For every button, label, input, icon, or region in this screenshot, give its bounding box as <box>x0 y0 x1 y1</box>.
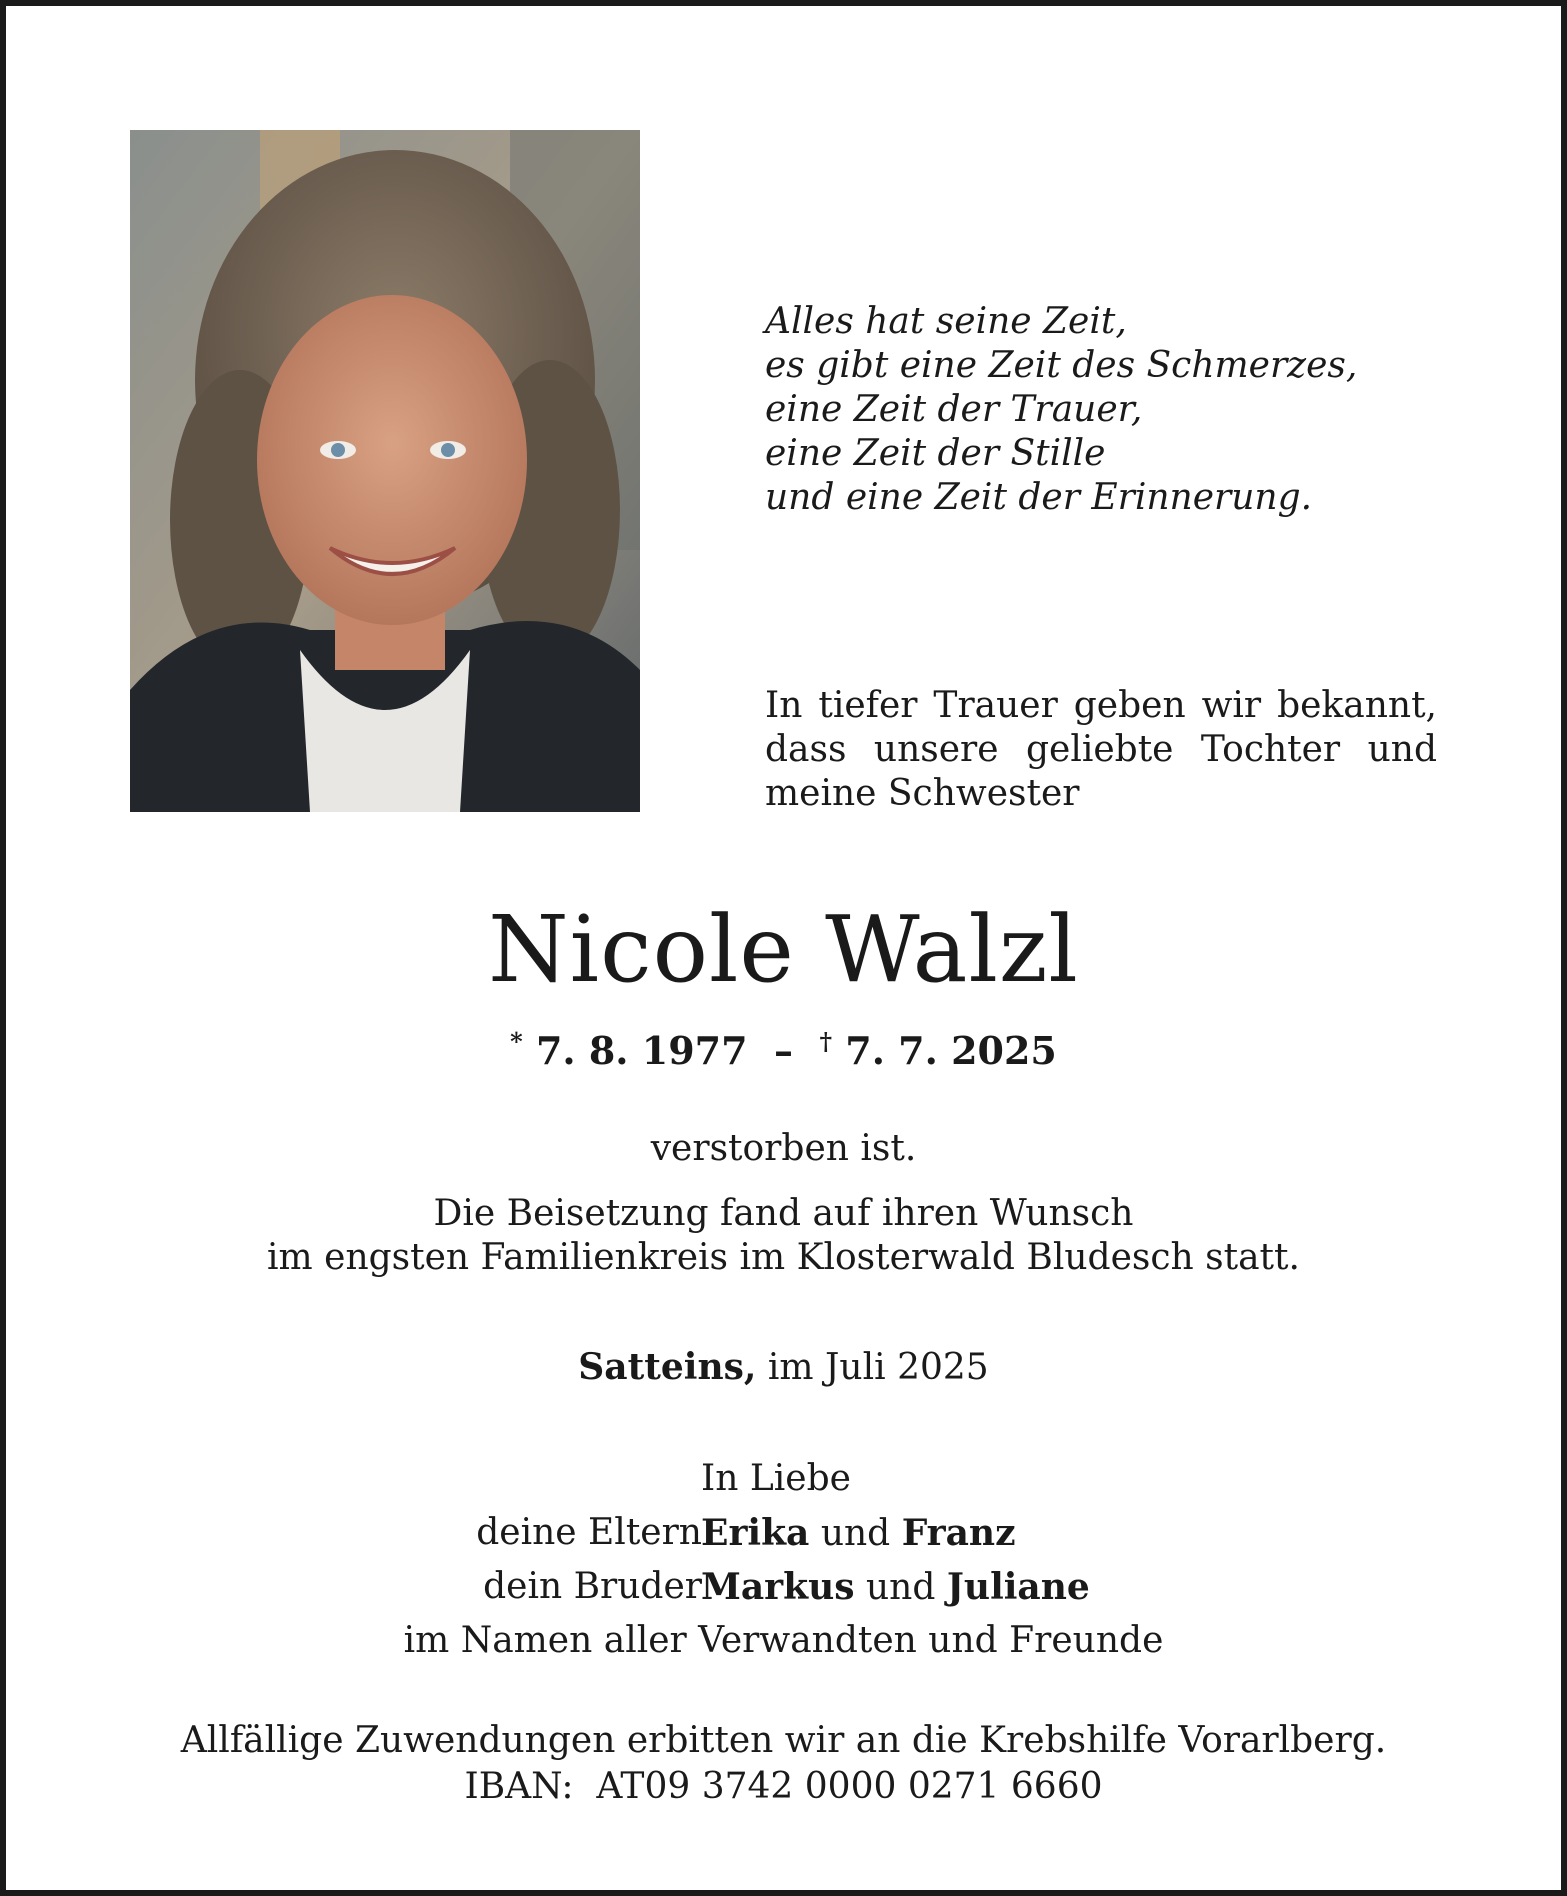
brother-names <box>701 1560 1090 1615</box>
partner-name: Juliane <box>946 1566 1090 1608</box>
town: Satteins, <box>578 1346 757 1388</box>
donation-line: Allfällige Zuwendungen erbitten wir an die Krebshilfe Vorarlberg. <box>180 1720 1387 1761</box>
birth-symbol: * <box>510 1027 523 1056</box>
and-text: und <box>865 1567 936 1608</box>
iban-label: IBAN: <box>464 1766 574 1807</box>
birth-date: 7. 8. 1977 <box>535 1028 748 1073</box>
iban-number: AT09 3742 0000 0271 6660 <box>596 1766 1103 1807</box>
burial-line: Die Beisetzung fand auf ihren Wunsch <box>433 1193 1134 1234</box>
and-text: und <box>820 1513 891 1554</box>
parent-name: Franz <box>901 1512 1016 1554</box>
signoff-closing: im Namen aller Verwandten und Freunde <box>403 1620 1164 1661</box>
poem <box>765 300 1485 520</box>
poem-line: eine Zeit der Trauer, <box>765 389 1143 430</box>
brother-name: Markus <box>701 1566 855 1608</box>
donation-note <box>6 1718 1561 1810</box>
date-separator: – <box>774 1028 793 1073</box>
burial-line: im engsten Familienkreis im Klosterwald Bludesch statt. <box>267 1237 1300 1278</box>
brother-label: dein Bruder <box>483 1566 702 1607</box>
poem-line: und eine Zeit der Erinnerung. <box>765 477 1313 518</box>
death-date: 7. 7. 2025 <box>845 1028 1057 1073</box>
place-date <box>6 1345 1561 1390</box>
death-symbol: † <box>819 1027 833 1056</box>
burial-text <box>6 1192 1561 1280</box>
parents-label: deine Eltern <box>476 1512 702 1553</box>
died-text: verstorben ist. <box>650 1128 917 1169</box>
intro-text: In tiefer Trauer geben wir bekannt, dass unsere geliebte Tochter und meine Schwester <box>765 685 1437 814</box>
life-dates <box>6 1018 1561 1075</box>
signoff <box>6 1452 1561 1668</box>
parents-names <box>701 1506 1016 1561</box>
deceased-name: Nicole Walzl <box>488 896 1079 1003</box>
iban-line <box>6 1764 1561 1810</box>
parent-name: Erika <box>701 1512 810 1554</box>
poem-line: eine Zeit der Stille <box>765 433 1106 474</box>
month-year: im Juli 2025 <box>767 1347 989 1388</box>
portrait-icon <box>130 130 640 812</box>
poem-line: es gibt eine Zeit des Schmerzes, <box>765 345 1358 386</box>
portrait-photo <box>130 130 640 812</box>
signoff-opening: In Liebe <box>701 1458 851 1499</box>
poem-line: Alles hat seine Zeit, <box>765 301 1127 342</box>
